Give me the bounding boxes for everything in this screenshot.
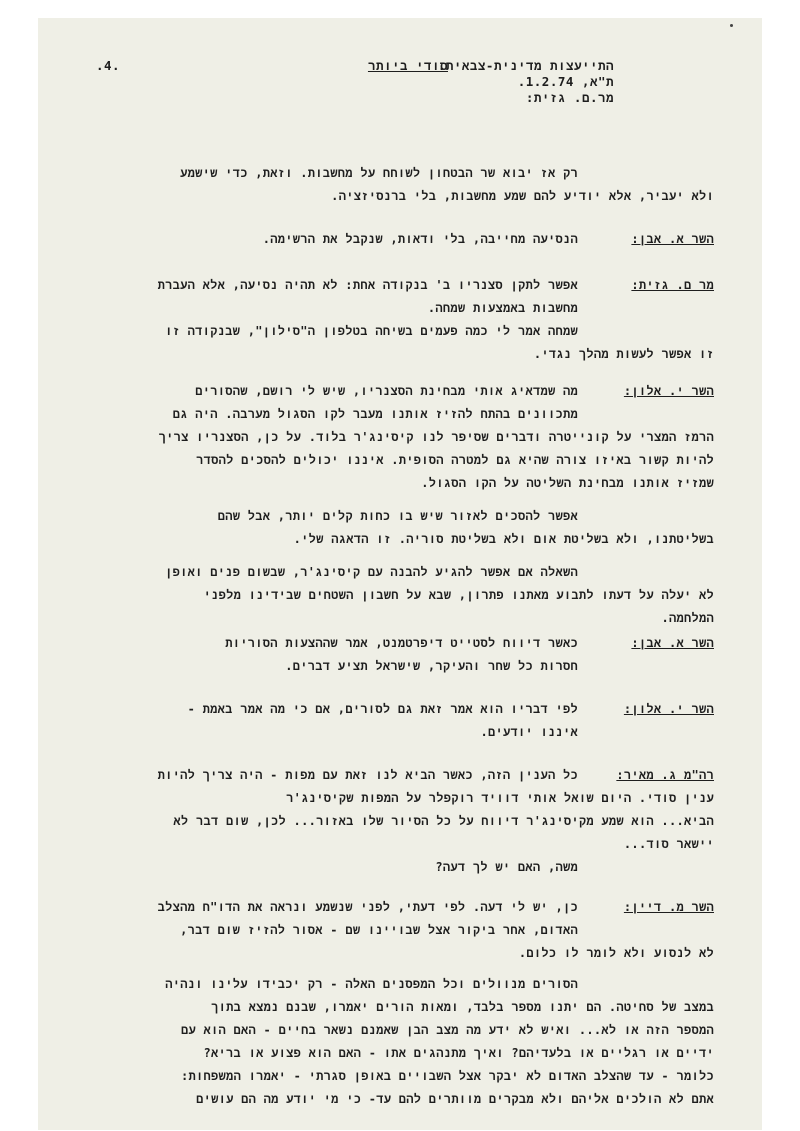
page-speck (730, 24, 733, 27)
text-line: יישאר סוד... (623, 837, 714, 851)
header-date: ת"א, 1.2.74. (517, 74, 614, 89)
page-number: .4. (96, 58, 121, 73)
speaker-name: השר מ. דיין: (623, 900, 714, 914)
speaker-block (82, 698, 714, 744)
text-line: זו אפשר לעשות מהלך נגדי. (533, 347, 714, 361)
text-line: ענין סודי. היום שואל אותי דוויד רוקפלר על המפות שקיסינג'ר (286, 791, 714, 805)
text-line: מחשבות באמצעות שמחה. (427, 301, 578, 315)
speaker-name: השר א. אבן: (631, 232, 714, 246)
text-line: משה, האם יש לך דעה? (435, 860, 578, 874)
header-attendee: מר.ם. גזית: (525, 90, 614, 105)
speaker-name: השר א. אבן: (631, 636, 714, 650)
text-line: להיות קשור באיזו צורה שהיא גם למטרה הסופית. איננו יכולים להסכים להסדר (196, 453, 714, 467)
text-line: ולא יעביר, אלא יודיע להם שמע מחשבות, בלי ברנסיזציה. (331, 189, 714, 203)
text-line: חסרות כל שחר והעיקר, שישראל תציע דברים. (285, 659, 578, 673)
text-line: רק אז יבוא שר הבטחון לשוחח על מחשבות. וזאת, כדי שישמע (180, 166, 578, 180)
text-line: במצב של סחיטה. הם יתנו מספר בלבד, ומאות הורים יאמרו, שבנם נמצא בתוך (211, 1000, 714, 1014)
text-line: שמחה אמר לי כמה פעמים בשיחה בטלפון ה"סילון", שבנקודה זו (165, 324, 578, 338)
speaker-name: מר ם. גזית: (631, 278, 714, 292)
speaker-block (82, 228, 714, 251)
text-line: שמזיז אותנו מבחינת השליטה על הקו הסגול. (421, 476, 714, 490)
text-line: מה שמדאיג אותי מבחינת הסצנריו, שיש לי רושם, שהסורים (195, 384, 578, 398)
classification-label: סודי ביותר (367, 58, 448, 73)
speaker-block (82, 896, 714, 1111)
text-line: לא יעלה על דעתו לתבוע מאתנו פתרון, שבא על חשבון השטחים שבידינו מלפני (203, 588, 714, 602)
text-line: כל הענין הזה, כאשר הביא לנו זאת עם מפות - היה צריך להיות (157, 768, 578, 782)
speaker-name: השר י. אלון: (623, 384, 714, 398)
speaker-name: השר י. אלון: (623, 702, 714, 716)
text-line: המספר הזה או לא... ואיש לא ידע מה מצב הבן שאמנם נשאר בחיים - האם הוא עם (180, 1023, 714, 1037)
text-line: לא לנסוע ולא לומר לו כלום. (518, 946, 714, 960)
header-block (438, 58, 614, 106)
text-line: האדום, אחר ביקור אצל שבויינו שם - אסור להזיז שום דבר, (180, 923, 578, 937)
text-line: ידיים או רגליים או בלעדיהם? ואיך מתנהגים אתו - האם הוא פצוע או בריא? (203, 1046, 714, 1060)
text-line: כלומר - עד שהצלב האדום לא יבקר אצל השבויים באופן סגרתי - יאמרו המשפחות: (181, 1069, 714, 1083)
text-line: הסורים מנוולים וכל המפסנים האלה - רק יכבידו עלינו ונהיה (165, 977, 578, 991)
text-line: מתכוונים בהתח להזיז אותנו מעבר לקו הסגול מערבה. היה גם (172, 407, 578, 421)
speaker-block (82, 632, 714, 678)
text-line: לפי דבריו הוא אמר זאת גם לסורים, אם כי מה אמר באמת - (187, 702, 578, 716)
text-line: המלחמה. (661, 611, 714, 625)
text-line: אפשר להסכים לאזור שיש בו כחות קלים יותר, אבל שהם (217, 509, 578, 523)
text-line: בשליטתנו, ולא בשליטת אום ולא בשליטת סוריה. זו הדאגה שלי. (293, 532, 714, 546)
text-line: הרמז המצרי על קונייטרה ודברים שסיפר לנו קיסינג'ר בלוד. על כן, הסצנריו צריך (158, 430, 714, 444)
text-line: הנסיעה מחייבה, בלי ודאות, שנקבל את הרשימה. (262, 232, 578, 246)
speaker-block (82, 380, 714, 630)
speaker-name: רה"מ ג. מאיר: (616, 768, 714, 782)
speaker-block (82, 274, 714, 366)
document-page (38, 18, 762, 1130)
text-line: כאשר דיווח לסטייט דיפרטמנט, אמר שההצעות הסוריות (225, 636, 578, 650)
text-line: אפשר לתקן סצנריו ב' בנקודה אחת: לא תהיה נסיעה, אלא העברת (157, 278, 578, 292)
text-line: הביא... הוא שמע מקיסינג'ר דיווח על כל הסיור שלו באזור... לכן, שום דבר לא (173, 814, 714, 828)
text-line: איננו יודעים. (480, 725, 578, 739)
text-line: השאלה אם אפשר להגיע להבנה עם קיסינג'ר, שבשום פנים ואופן (165, 565, 578, 579)
text-line: אתם לא הולכים אליהם ולא מבקרים מוותרים להם עד- כי מי יודע מה הם עושים (196, 1092, 714, 1106)
text-line: כן, יש לי דעה. לפי דעתי, לפני שנשמע ונראה את הדו"ח מהצלב (157, 900, 578, 914)
header-org: התייעצות מדינית-צבאית. (437, 58, 614, 73)
speaker-block (82, 764, 714, 879)
opening-paragraph (82, 162, 714, 208)
